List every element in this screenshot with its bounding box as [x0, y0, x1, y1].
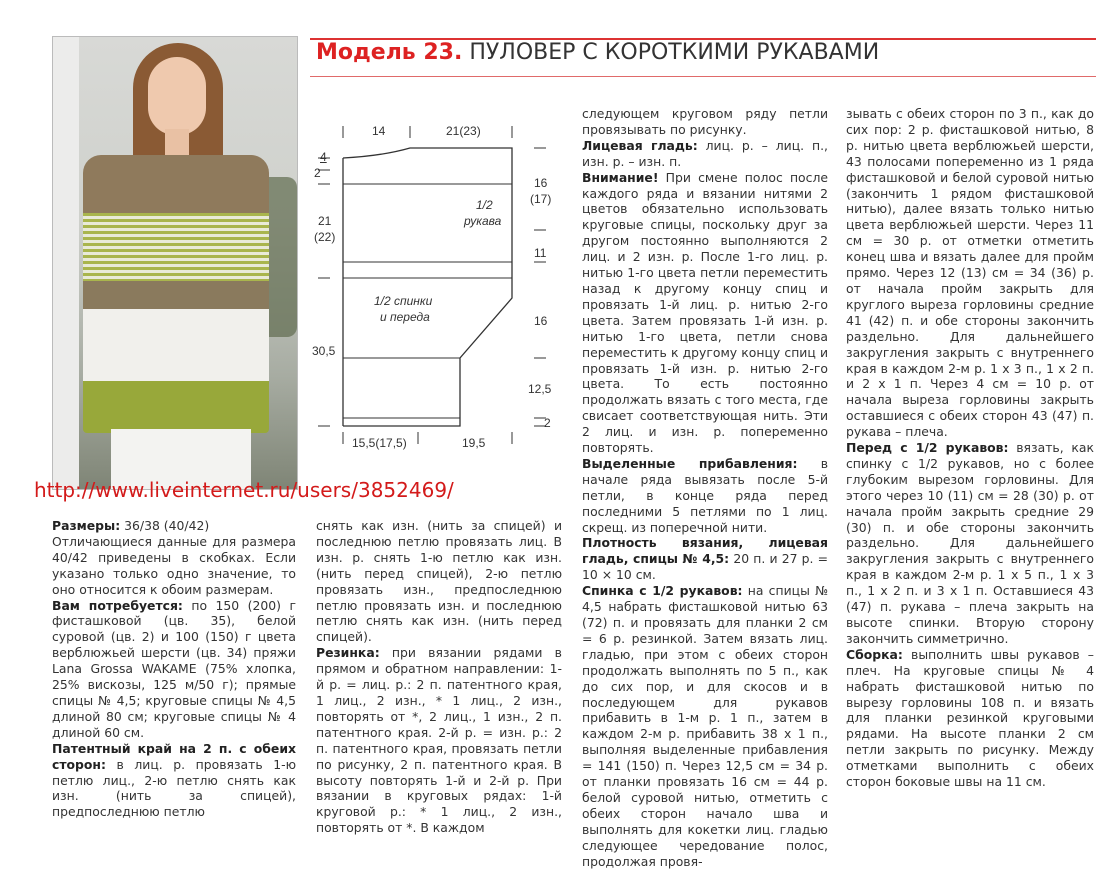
dim-right-16: 16 — [534, 176, 548, 190]
assembly-text: выполнить швы рукавов – плеч. На круговые спицы № 4 набрать фисташковой нитью по вырезу горловины 108 п. и вязать для планки резинкой круговыми рядами. На высоте планки 2 см петли закрыть по рисунку. Между отметками выполнить с обеих сторон боковые швы на 11 см. — [846, 646, 1094, 790]
rib-text: при вязании рядами в прямом и обратном направлении: 1-й р. = лиц. р.: 2 п. патентного края, 1 лиц., 2 изн., * 1 лиц., 2 изн., повторять от *, 2 лиц., 1 изн., 2 п. патентного края. 2-й р. = изн. р.: 2 п. патентного края, провязать петли по рисунку, 2 п. патентного края. В высоту повторять 1-й и 2-й р. При вязании в круговых рядах: 1-й круговой р.: * 1 лиц., 2 изн., повторять от *. В каждом — [316, 645, 562, 836]
stockinette-label: Лицевая гладь: — [582, 137, 698, 153]
dim-left-30-5: 30,5 — [312, 344, 336, 358]
gauge-text: 20 п. и 27 р. = 10 × 10 см. — [582, 551, 828, 583]
dim-bottom-right: 19,5 — [462, 436, 486, 450]
sweater-camel-band — [83, 155, 269, 213]
edge-text: в лиц. р. провязать 1-ю петлю лиц., 2-ю петлю снять как изн. (нить за спицей), предпоследнюю петлю — [52, 756, 296, 820]
model-number: Модель 23. — [316, 40, 463, 65]
pattern-schematic — [312, 118, 572, 448]
model-face — [148, 57, 206, 135]
dim-top-left: 14 — [372, 124, 386, 138]
dim-left-21: 21 — [318, 214, 332, 228]
assembly-label: Сборка: — [846, 646, 903, 662]
text-column-3 — [582, 106, 828, 870]
increases-text: в начале ряда вывязать после 5-й петли, в конце ряда перед последними 5 петлями по 1 лиц. скрещ. из поперечной нити. — [582, 455, 828, 535]
front-label: Перед с 1/2 рукавов: — [846, 440, 1009, 456]
photo-background-post — [53, 37, 79, 489]
rib-label: Резинка: — [316, 645, 380, 661]
sizes-note: Отличающиеся данные для размера 40/42 приведены в скобках. Если указано только одно значение, то оно относится к обоим размерам. — [52, 533, 296, 597]
dim-right-12-5: 12,5 — [528, 382, 552, 396]
sweater — [83, 155, 269, 433]
back-continued: зывать с обеих сторон по 3 п., как до сих пор: 2 р. фисташковой нитью, 8 р. нитью цвета верблюжьей шерсти, 43 полосами попеременно из 1 ряда фисташковой и белой суровой нитью (закончить 1 рядом фисташковой нитью), далее вязать только нитью цвета верблюжьей шерсти. Через 11 см = 30 р. от отметки отметить конец шва и вязать далее для пройм прямо. Через 12 (13) см = 34 (36) р. от начала пройм закрыть для круглого выреза горловины средние 41 (42) п. и обе стороны закончить раздельно. Для дальнейшего закругления закрыть с внутреннего края в каждом 2-м р. 1 х 3 п., 1 х 2 п. и 2 х 1 п. Через 4 см = 10 р. от начала выреза горловины закрыть оставшиеся с обеих сторон 43 (47) п. рукава – плеча. — [846, 106, 1094, 440]
piece-outline — [343, 148, 512, 426]
edge-label: Патентный край на 2 п. с обеих сторон: — [52, 740, 296, 772]
increases-label: Выделенные прибавления: — [582, 455, 798, 471]
rib-paragraph — [316, 645, 562, 836]
sleeve-label-text: рукава — [464, 214, 502, 228]
dim-right-11: 11 — [534, 246, 547, 260]
dim-left-22: (22) — [314, 230, 336, 244]
dim-bottom-left: 15,5(17,5) — [352, 436, 407, 450]
sweater-white-band — [83, 309, 269, 381]
watermark-url: http://www.liveinternet.ru/users/3852469/ — [34, 478, 454, 502]
edge-continued: снять как изн. (нить за спицей) и последнюю петлю провязать лиц. В изн. р. снять 1-ю петлю как изн. (нить перед спицей), 2-ю петлю провязать изн., предпоследнюю петлю провязать изн. и последнюю петлю снять как изн. (нить перед спицей). — [316, 518, 562, 645]
stockinette-text: лиц. р. – лиц. п., изн. р. – изн. п. — [582, 137, 828, 169]
attention-label: Внимание! — [582, 169, 659, 185]
edge-paragraph — [52, 741, 296, 821]
materials-paragraph — [52, 598, 296, 741]
increases-paragraph — [582, 456, 828, 536]
back-label: Спинка с 1/2 рукавов: — [582, 583, 743, 599]
assembly-paragraph — [846, 647, 1094, 790]
text-column-4 — [846, 106, 1094, 790]
pattern-continued: следующем круговом ряду петли провязывать по рисунку. — [582, 106, 828, 137]
body-label-line2: и переда — [380, 310, 430, 324]
dim-right-17: (17) — [530, 192, 552, 206]
front-paragraph — [846, 440, 1094, 647]
sizes-label: Размеры: — [52, 518, 121, 533]
gauge-paragraph — [582, 535, 828, 583]
dim-left-4: 4 — [320, 150, 327, 164]
header-bottom-rule — [310, 76, 1096, 77]
dim-right-16b: 16 — [534, 314, 548, 328]
page-title — [316, 40, 879, 65]
dim-top-right: 21(23) — [446, 124, 481, 138]
attention-text: При смене полос после каждого ряда и вязании нитями 2 цветов обязательно использовать круговые спицы, поскольку друг за другом постоянно выполняются 2 лиц. и 2 изн. р. После 1-го лиц. р. нитью 1-го цвета петли переместить назад к другому концу спиц и провязать 1-й лиц. р. нитью 2-го цвета. Затем провязать 1-й изн. р. нитью 1-го цвета, петли снова переместить к другому концу спиц и провязать 1-й изн. р. нитью 2-го цвета. То есть постоянно продолжать вязать с того места, где свисает соответствующая нить. Эти 2 лиц. и изн. р. попеременно повторять. — [582, 169, 828, 456]
dim-left-2: 2 — [314, 166, 321, 180]
sizes-value: 36/38 (40/42) — [120, 518, 210, 533]
materials-label: Вам потребуется: — [52, 597, 183, 613]
text-column-1 — [52, 518, 296, 820]
dim-right-2: 2 — [544, 416, 551, 430]
front-text: вязать, как спинку с 1/2 рукавов, но с более глубоким вырезом горловины. Для этого через 10 (11) см = 28 (30) р. от начала пройм закрыть средние 29 (30) п. и обе стороны закончить раздельно. Для дальнейшего закругления закрыть с внутреннего края в каждом 2-м р. 1 х 5 п., 1 х 3 п., 1 х 2 п. и 3 х 1 п. Оставшиеся 43 (47) п. рукава – плеча закрыть на высоте спинки. Вторую сторону закончить симметрично. — [846, 440, 1094, 646]
back-text: на спицы № 4,5 набрать фисташковой нитью 63 (72) п. и провязать для планки 2 см = 6 р. резинкой. Затем вязать лиц. гладью, при этом с обеих сторон продолжать выполнять по 5 п., как до сих пор, и для скосов и в последующем для рукавов прибавить в 1-м р. 1 п., затем в каждом 2-м р. прибавить 38 х 1 п., выполняя выделенные прибавления = 141 (150) п. Через 12,5 см = 34 р. от планки провязать 16 см = 44 р. белой суровой нитью, отметить с обеих сторон начало шва и выполнять для кокетки лиц. гладью следующее чередование полос, продолжая провя- — [582, 583, 828, 869]
attention-paragraph — [582, 170, 828, 456]
materials-text: по 150 (200) г фисташковой (цв. 35), белой суровой (цв. 2) и 100 (150) г цвета верблюжьей шерсти (цв. 34) пряжи Lana Grossa WAKAME (75% хлопка, 25% вискозы, 125 м/50 г); прямые спицы № 4,5; круговые спицы № 4,5 длиной 80 см; круговые спицы № 4 длиной 60 см. — [52, 597, 296, 740]
gauge-label: Плотность вязания, лицевая гладь, спицы № 4,5: — [582, 535, 828, 567]
text-column-2 — [316, 518, 562, 836]
sizes-paragraph — [52, 518, 296, 534]
sleeve-label-fraction: 1/2 — [476, 198, 493, 212]
body-label-line1: 1/2 спинки — [374, 294, 433, 308]
sweater-pistachio-band — [83, 381, 269, 433]
stockinette-paragraph — [582, 138, 828, 170]
sweater-camel-stripe — [83, 281, 269, 309]
back-paragraph — [582, 583, 828, 869]
sweater-striped-band — [83, 213, 269, 281]
model-title: ПУЛОВЕР С КОРОТКИМИ РУКАВАМИ — [469, 40, 880, 65]
model-photo — [52, 36, 298, 490]
